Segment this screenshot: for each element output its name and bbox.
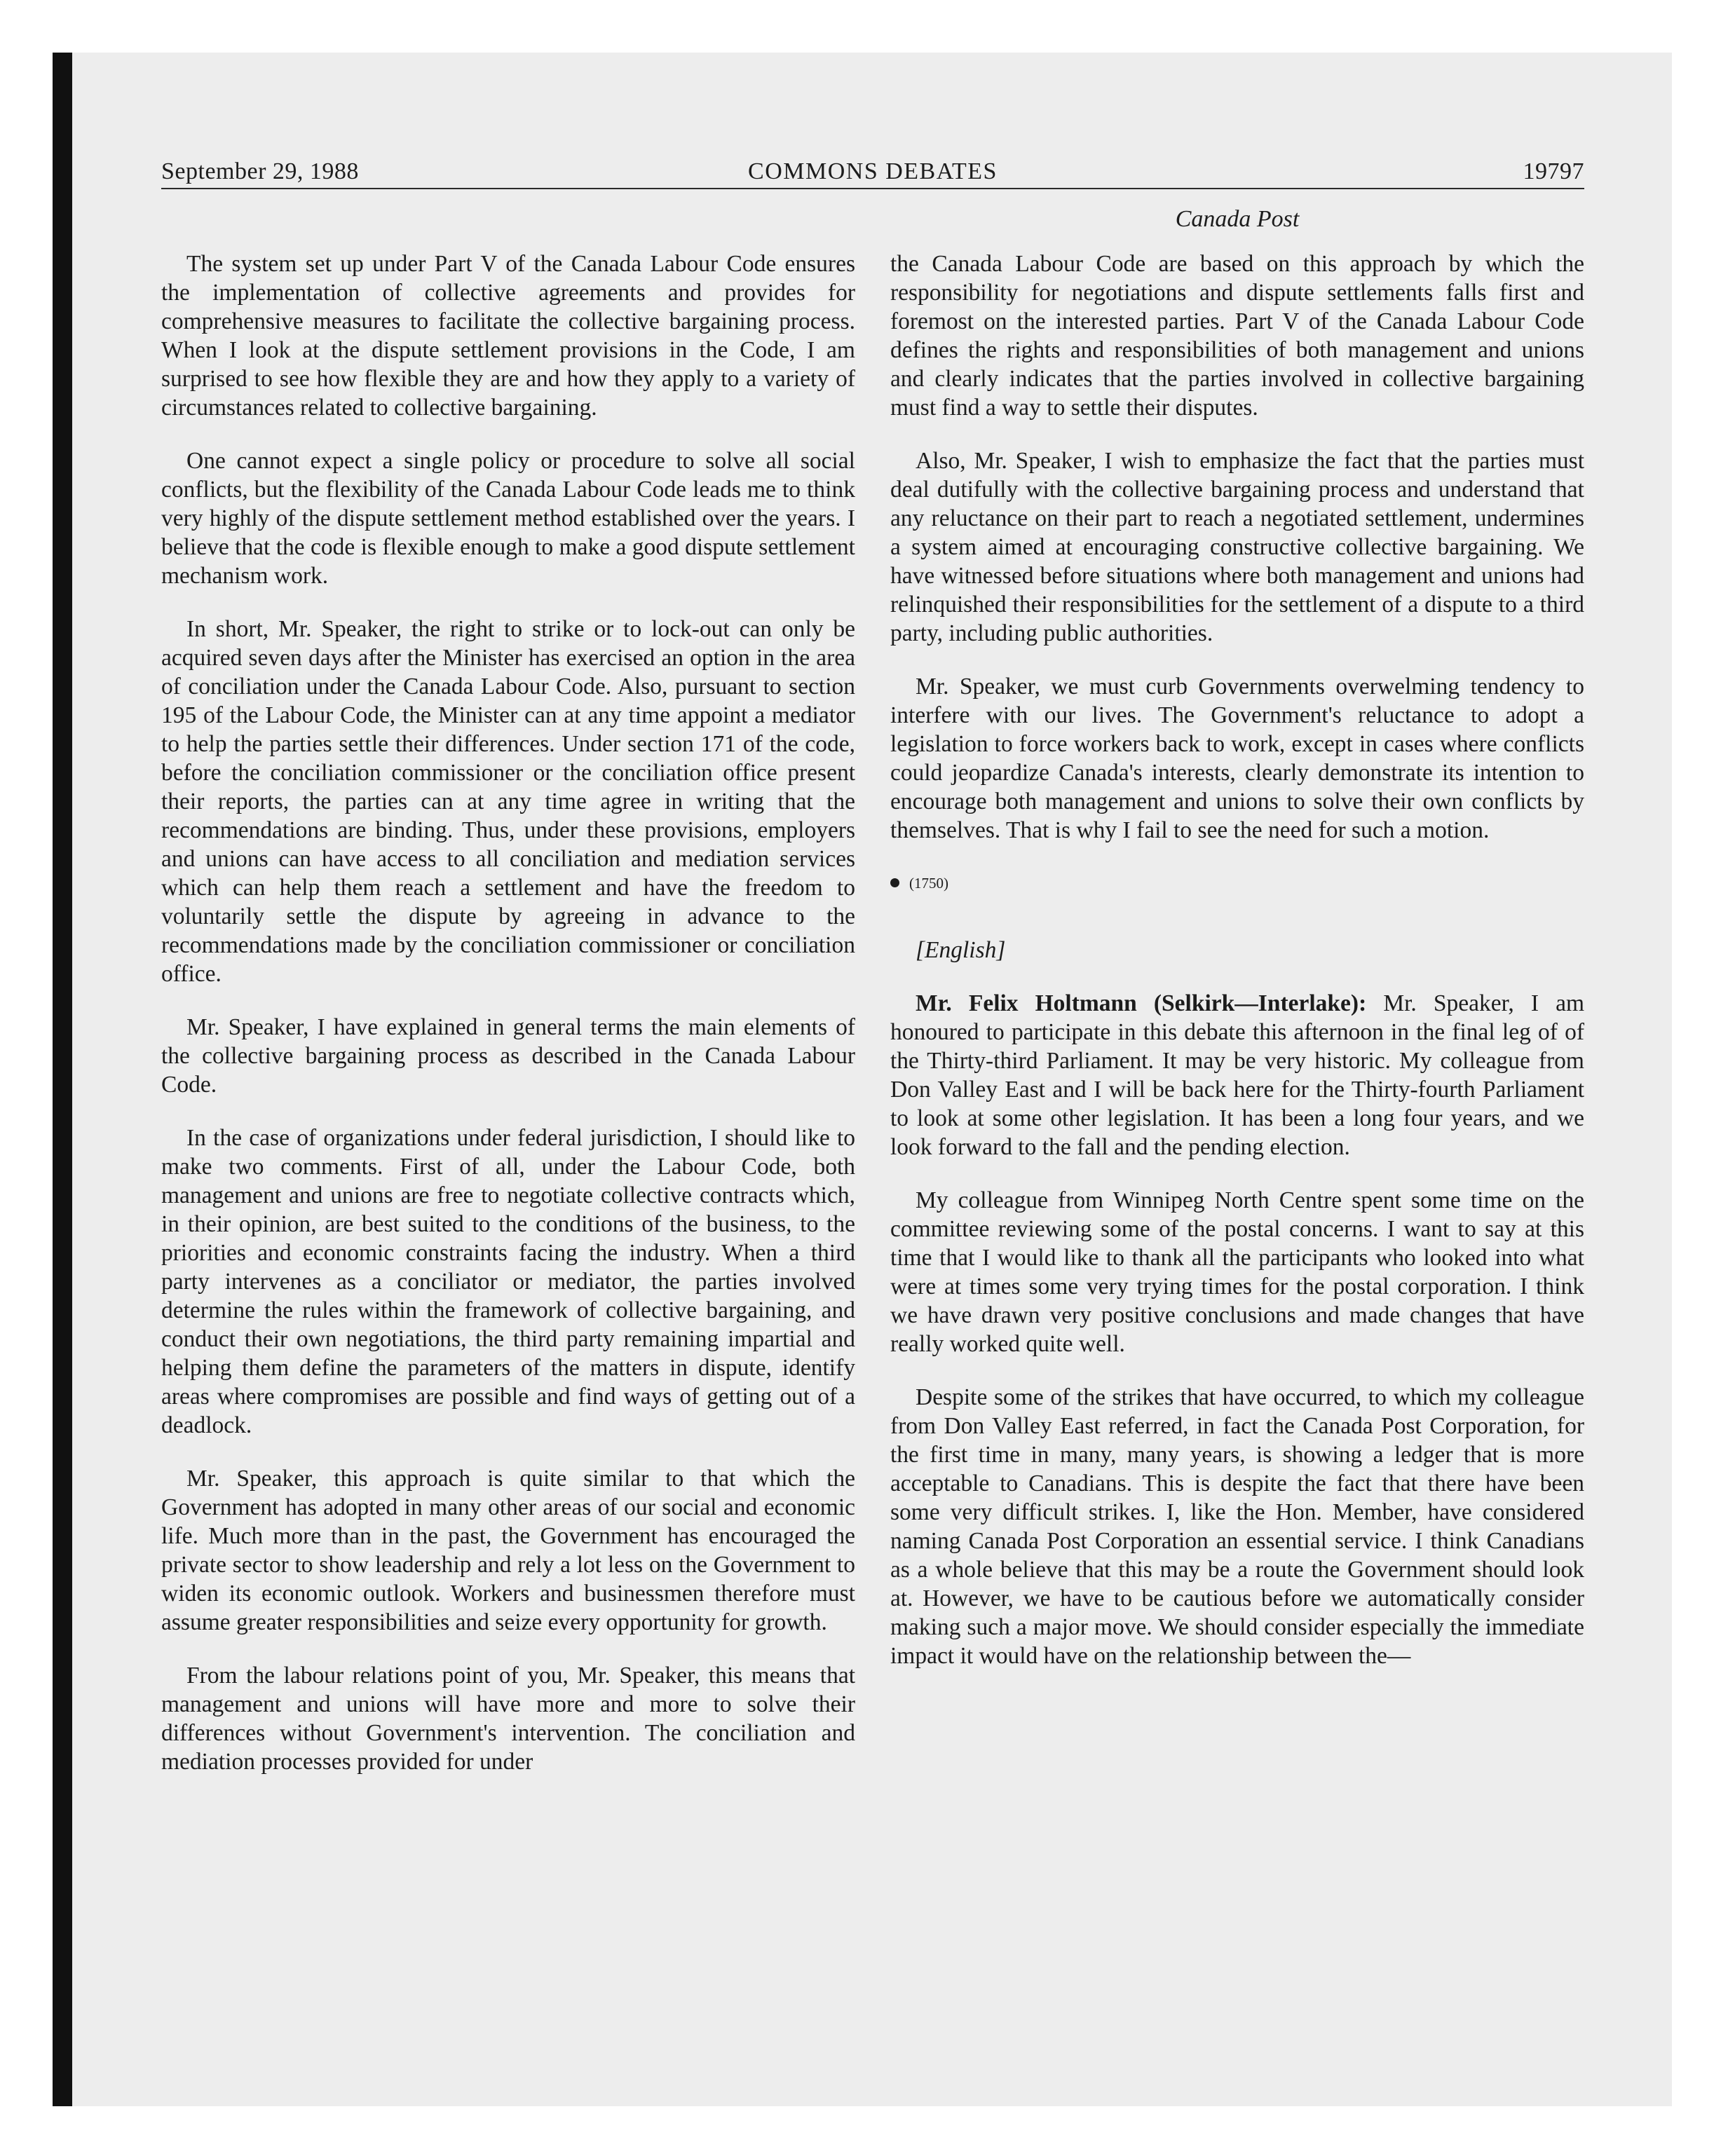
paragraph: In short, Mr. Speaker, the right to strike or to lock-out can only be acquired seven days after the Minister has exercised an option in the area of conciliation under the Canada Labour Code. Also, pursuant to section 195 of the Labour Code, the Minister can at any time appoint a mediator to help the parties settle their differences. Under section 171 of the code, before the conciliation commissioner or the conciliation office present their reports, the parties can at any time agree in writing that the recommendations are binding. Thus, under these provisions, employers and unions can have access to all conciliation and mediation services which can help them reach a settlement and have the freedom to voluntarily settle the dispute by agreeing in advance to the recommendations made by the conciliation commissioner or conciliation office.	[161, 616, 855, 987]
left-column	[161, 250, 855, 1801]
header-publication-title: COMMONS DEBATES	[748, 158, 998, 184]
right-column	[890, 250, 1584, 1695]
paragraph: One cannot expect a single policy or procedure to solve all social conflicts, but the flexibility of the Canada Labour Code leads me to think very highly of the dispute settlement method established over the years. I believe that the code is flexible enough to make a good dispute settlement mechanism work.	[161, 448, 855, 589]
speech-opening-paragraph	[890, 989, 1584, 1161]
header-page-number: 19797	[1523, 158, 1584, 184]
language-marker: [English]	[916, 937, 1006, 963]
timestamp-marker	[890, 873, 1584, 894]
subject-heading: Canada Post	[1175, 206, 1300, 232]
paragraph: Despite some of the strikes that have occurred, to which my colleague from Don Valley East referred, in fact the Canada Post Corporation, for the first time in many, many years, is showing a ledger that is more acceptable to Canadians. This is despite the fact that there have been some very difficult strikes. I, like the Hon. Member, have considered naming Canada Post Corporation an essential service. I think Canadians as a whole believe that this may be a route the Government should look at. However, we have to be cautious before we automatically consider making such a major move. We should consider especially the immediate impact it would have on the relationship between the—	[890, 1384, 1584, 1669]
header-date: September 29, 1988	[161, 158, 359, 184]
timestamp-text: (1750)	[909, 875, 948, 892]
paragraph: From the labour relations point of you, Mr. Speaker, this means that management and unions will have more and more to solve their differences without Government's intervention. The conciliation and mediation processes provided for under	[161, 1663, 855, 1775]
paragraph: The system set up under Part V of the Canada Labour Code ensures the implementation of collective agreements and provides for comprehensive measures to facilitate the collective bargaining process. When I look at the dispute settlement provisions in the Code, I am surprised to see how flexible they are and how they apply to a variety of circumstances related to collective bargaining.	[161, 251, 855, 421]
paragraph: Also, Mr. Speaker, I wish to emphasize the fact that the parties must deal dutifully with the collective bargaining process and understand that any reluctance on their part to reach a negotiated settlement, undermines a system aimed at encouraging constructive collective bargaining. We have witnessed before situations where both management and unions had relinquished their responsibilities for the settlement of a dispute to a third party, including public authorities.	[890, 448, 1584, 646]
paragraph: My colleague from Winnipeg North Centre spent some time on the committee reviewing some of the postal concerns. I want to say at this time that I would like to thank all the participants who looked into what were at times some very trying times for the postal corporation. I think we have drawn very positive conclusions and made changes that have really worked quite well.	[890, 1187, 1584, 1357]
paragraph: Mr. Speaker, I have explained in general terms the main elements of the collective bargaining process as described in the Canada Labour Code.	[161, 1014, 855, 1098]
speaker-name: Mr. Felix Holtmann (Selkirk—Interlake):	[916, 990, 1367, 1016]
paragraph: Mr. Speaker, we must curb Governments overwelming tendency to interfere with our lives. The Government's reluctance to adopt a legislation to force workers back to work, except in cases where conflicts could jeopardize Canada's interests, clearly demonstrate its intention to encourage both management and unions to solve their own conflicts by themselves. That is why I fail to see the need for such a motion.	[890, 674, 1584, 843]
paragraph-continuation: the Canada Labour Code are based on this approach by which the responsibility for negotiations and dispute settlements falls first and foremost on the interested parties. Part V of the Canada Labour Code defines the rights and responsibilities of both management and unions and clearly indicates that the parties involved in collective bargaining must find a way to settle their disputes.	[890, 251, 1584, 421]
page-header	[161, 156, 1584, 189]
paragraph: Mr. Speaker, this approach is quite similar to that which the Government has adopted in many other areas of our social and economic life. Much more than in the past, the Government has encouraged the private sector to show leadership and rely a lot less on the Government to widen its economic outlook. Workers and businessmen therefore must assume greater responsibilities and seize every opportunity for growth.	[161, 1466, 855, 1635]
speech-text: Mr. Speaker, I am honoured to participate in this debate this afternoon in the final leg of of the Thirty-third Parliament. It may be very historic. My colleague from Don Valley East and I will be back here for the Thirty-fourth Parliament to look at some other legislation. It has been a long four years, and we look forward to the fall and the pending election.	[890, 990, 1585, 1160]
paragraph: In the case of organizations under federal jurisdiction, I should like to make two comments. First of all, under the Labour Code, both management and unions are free to negotiate collective contracts which, in their opinion, are best suited to the conditions of the business, to the priorities and economic constraints facing the industry. When a third party intervenes as a conciliator or mediator, the parties involved determine the rules within the framework of collective bargaining, and conduct their own negotiations, the third party remaining impartial and helping them define the parameters of the matters in dispute, identify areas where compromises are possible and find ways of getting out of a deadlock.	[161, 1125, 855, 1438]
bullet-icon	[890, 878, 899, 887]
scan-edge-bar	[53, 53, 72, 2106]
